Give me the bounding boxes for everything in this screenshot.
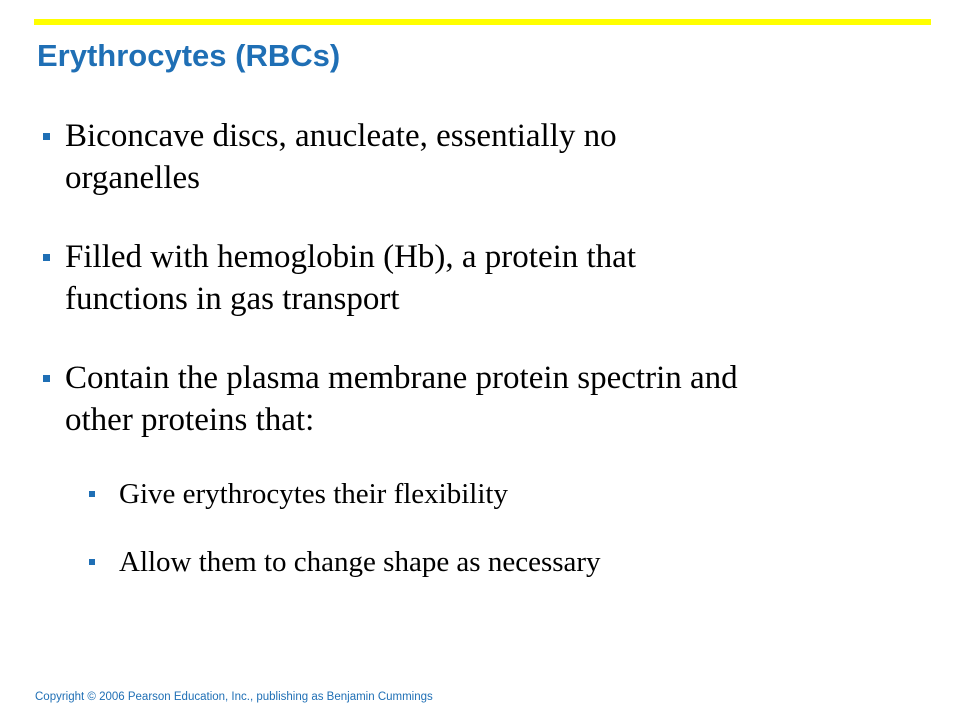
square-bullet-icon [43, 375, 50, 382]
square-bullet-icon [89, 559, 95, 565]
square-bullet-icon [43, 254, 50, 261]
sub-bullet-change-shape [119, 544, 601, 580]
bullet-spectrin [65, 357, 738, 441]
bullet-line: Allow them to change shape as necessary [119, 546, 601, 578]
copyright-footer: Copyright © 2006 Pearson Education, Inc., publishing as Benjamin Cummings [35, 691, 433, 703]
bullet-line: Give erythrocytes their flexibility [119, 478, 508, 510]
bullet-hemoglobin [65, 236, 636, 320]
bullet-line: other proteins that: [65, 402, 315, 438]
square-bullet-icon [89, 491, 95, 497]
slide-title: Erythrocytes (RBCs) [37, 38, 341, 73]
title-accent-rule [34, 19, 931, 25]
sub-bullet-flexibility [119, 476, 508, 512]
bullet-line: Filled with hemoglobin (Hb), a protein that [65, 239, 636, 275]
bullet-biconcave-discs [65, 115, 617, 199]
bullet-line: Biconcave discs, anucleate, essentially no [65, 118, 617, 154]
bullet-line: functions in gas transport [65, 281, 400, 317]
square-bullet-icon [43, 133, 50, 140]
bullet-line: organelles [65, 160, 201, 196]
bullet-line: Contain the plasma membrane protein spectrin and [65, 360, 738, 396]
